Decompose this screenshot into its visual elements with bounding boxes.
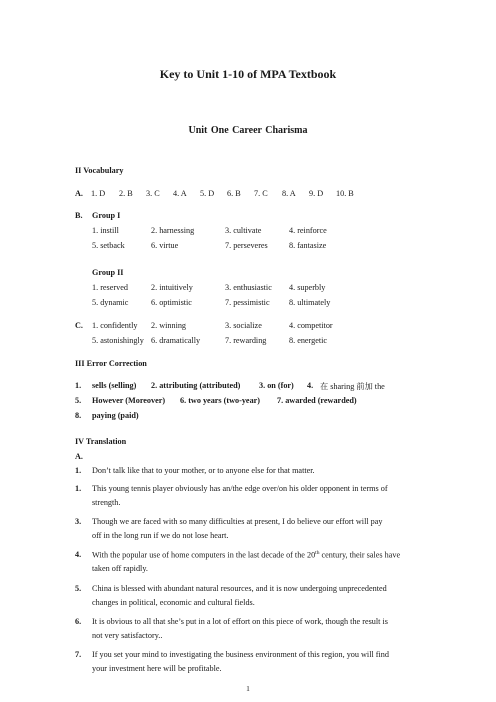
translation-item [0, 484, 496, 514]
answer-item: 5. D [200, 189, 215, 198]
translation-heading: IV Translation [75, 437, 127, 446]
translation-text: your investment here will be profitable. [92, 664, 222, 673]
answer-item: 4. reinforce [289, 226, 327, 235]
item-number: 1. [75, 484, 82, 493]
translation-text: changes in political, economic and cultural fields. [92, 598, 255, 607]
item-number: 3. [75, 517, 82, 526]
translation-text: off in the long run if we do not lose heart. [92, 531, 229, 540]
item-number: 5. [75, 584, 82, 593]
answer-item: 2. B [119, 189, 133, 198]
answer-item: 1. D [91, 189, 106, 198]
error-line [0, 411, 496, 423]
error-correction-heading: III Error Correction [75, 359, 147, 368]
answer-item: 6. dramatically [151, 336, 201, 345]
answer-item: 3. socialize [225, 321, 262, 330]
page-number: 1 [246, 684, 250, 693]
answer-item: 5. setback [92, 241, 125, 250]
answer-item: 4. superbly [289, 283, 326, 292]
answer-item: 2. winning [151, 321, 187, 330]
translation-item [0, 617, 496, 647]
unit-title: Unit One Career Charisma [188, 125, 308, 136]
correction-item: paying (paid) [92, 411, 139, 420]
translation-text: China is blessed with abundant natural resources, and it is now undergoing unprecedented [92, 584, 387, 593]
correction-item: However (Moreover) [92, 396, 166, 405]
answer-item: 2. intuitively [151, 283, 193, 292]
translation-text: taken off rapidly. [92, 564, 148, 573]
translation-text: strength. [92, 498, 121, 507]
correction-item: 7. awarded (rewarded) [277, 396, 357, 405]
correction-item: 在 sharing 前加 the [320, 382, 385, 391]
translation-a-label: A. [75, 452, 83, 461]
item-number: 1. [75, 381, 82, 390]
translation-text: Don’t talk like that to your mother, or to anyone else for that matter. [92, 466, 315, 475]
item-number: 6. [75, 617, 82, 626]
correction-item: 4. [307, 381, 314, 390]
translation-text: With the popular use of home computers in the last decade of the 20th century, their sales have [92, 550, 401, 560]
vocab-a-answers [0, 189, 496, 201]
group-two-row [0, 283, 496, 295]
vocab-a-label: A. [75, 189, 83, 198]
answer-item: 9. D [309, 189, 324, 198]
answer-item: 1. reserved [92, 283, 128, 292]
answer-item: 1. instill [92, 226, 119, 235]
translation-item [0, 517, 496, 547]
group-two-row [0, 298, 496, 310]
answer-item: 3. enthusiastic [225, 283, 272, 292]
correction-item: 3. on (for) [259, 381, 294, 390]
correction-item: 2. attributing (attributed) [151, 381, 241, 390]
answer-item: 1. confidently [92, 321, 138, 330]
answer-item: 8. ultimately [289, 298, 331, 307]
answer-item: 6. optimistic [151, 298, 192, 307]
group-one-row [0, 241, 496, 253]
group-one-row [0, 226, 496, 238]
translation-item [0, 584, 496, 614]
translation-text: If you set your mind to investigating the business environment of this region, you will find [92, 650, 389, 659]
group-one-title: Group I [92, 211, 121, 220]
item-number: 1. [75, 466, 82, 475]
translation-text: Though we are faced with so many difficulties at present, I do believe our effort will pay [92, 517, 383, 526]
answer-item: 2. harnessing [151, 226, 195, 235]
answer-item: 8. A [282, 189, 296, 198]
answer-item: 7. C [254, 189, 268, 198]
item-number: 5. [75, 396, 82, 405]
group-two-title: Group II [92, 268, 124, 277]
correction-item: 6. two years (two-year) [180, 396, 261, 405]
error-line [0, 396, 496, 408]
vocab-c-row [0, 336, 496, 348]
answer-item: 5. astonishingly [92, 336, 144, 345]
document-title: Key to Unit 1-10 of MPA Textbook [159, 67, 337, 81]
answer-item: 8. fantasize [289, 241, 327, 250]
answer-item: 7. rewarding [225, 336, 267, 345]
translation-item [0, 650, 496, 680]
translation-text: This young tennis player obviously has an/the edge over/on his older opponent in terms of [92, 484, 388, 493]
item-number: 8. [75, 411, 82, 420]
translation-text: It is obvious to all that she’s put in a lot of effort on this piece of work, though the result is [92, 617, 388, 626]
answer-item: 7. pessimistic [225, 298, 270, 307]
answer-item: 10. B [336, 189, 354, 198]
item-number: 7. [75, 650, 82, 659]
vocab-c-row [0, 321, 496, 333]
answer-item: 7. perseveres [225, 241, 268, 250]
answer-item: 4. A [173, 189, 187, 198]
answer-item: 8. energetic [289, 336, 328, 345]
answer-item: 6. virtue [151, 241, 179, 250]
answer-item: 4. competitor [289, 321, 333, 330]
translation-item [0, 550, 496, 580]
vocab-b-label: B. [75, 211, 83, 220]
vocabulary-heading: II Vocabulary [75, 166, 124, 175]
answer-item: 3. cultivate [225, 226, 262, 235]
answer-item: 5. dynamic [92, 298, 129, 307]
translation-text: not very satisfactory.. [92, 631, 163, 640]
answer-item: 6. B [227, 189, 241, 198]
translation-item [0, 466, 496, 478]
vocab-c-label: C. [75, 321, 83, 330]
answer-item: 3. C [146, 189, 160, 198]
correction-item: sells (selling) [92, 381, 137, 390]
item-number: 4. [75, 550, 82, 559]
error-line [0, 381, 496, 393]
